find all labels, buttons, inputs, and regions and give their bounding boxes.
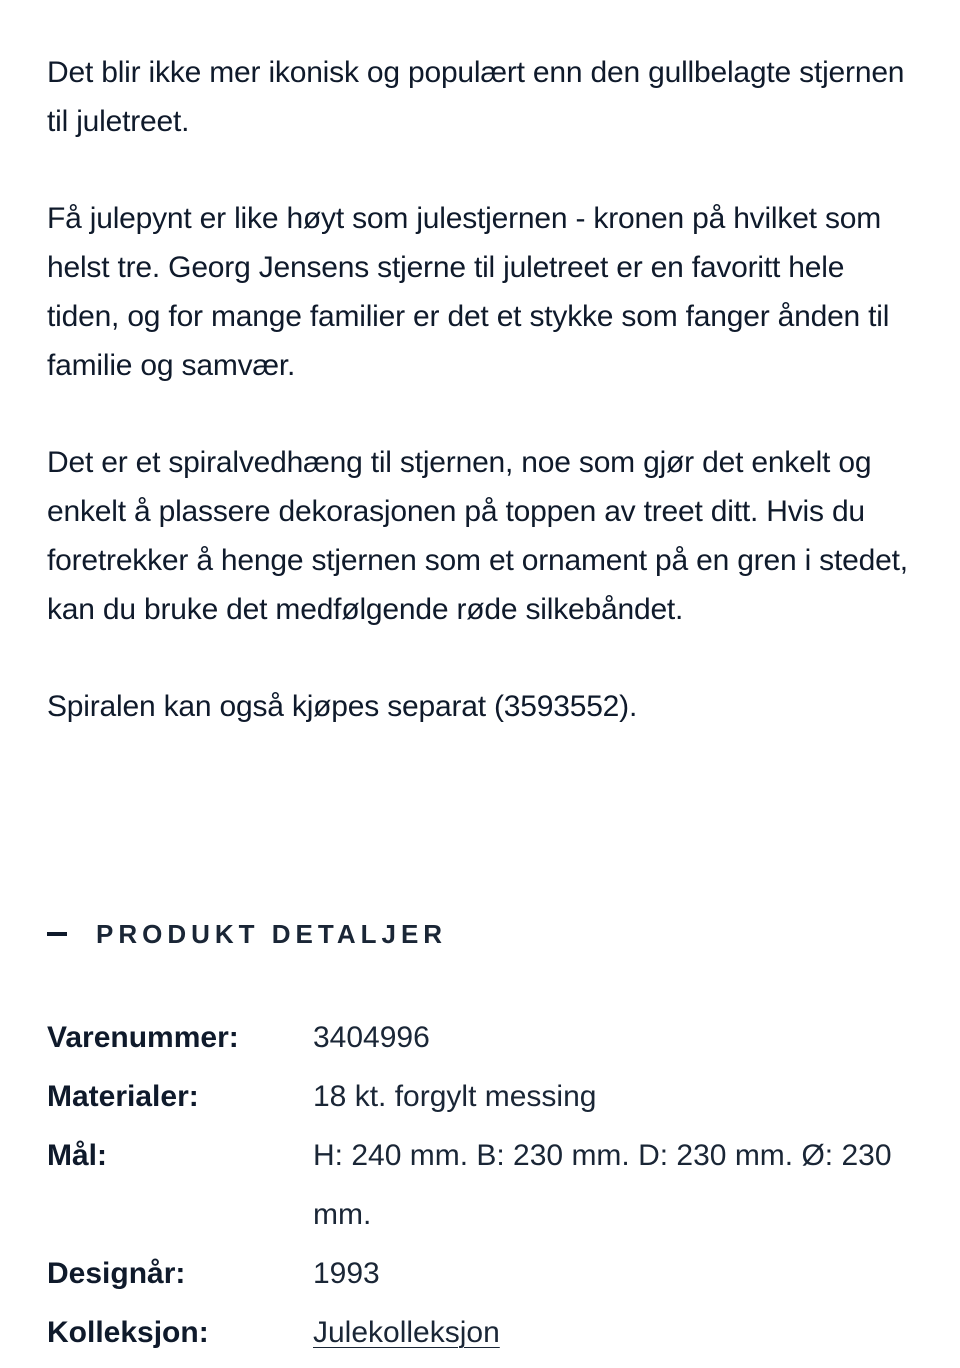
description-paragraph-2: Få julepynt er like høyt som julestjernen - kronen på hvilket som helst tre. Georg Jensens stjerne til juletreet er en favoritt hele tiden, og for mange familier er det et stykke som fanger ånden til familie og samvær. (47, 202, 890, 382)
collection-value (313, 1303, 917, 1362)
collection-link[interactable]: Julekolleksjon (313, 1316, 500, 1349)
product-description (47, 48, 917, 779)
item-number-label: Varenummer: (47, 1021, 239, 1054)
materials-value: 18 kt. forgylt messing (313, 1080, 597, 1113)
dimensions-value: H: 240 mm. B: 230 mm. D: 230 mm. Ø: 230 mm. (313, 1139, 892, 1231)
product-details-toggle[interactable] (47, 912, 447, 956)
details-row-collection (47, 1303, 917, 1362)
item-number-value: 3404996 (313, 1021, 430, 1054)
description-paragraph-1: Det blir ikke mer ikonisk og populært enn den gullbelagte stjernen til juletreet. (47, 56, 905, 138)
details-row-materials (47, 1067, 917, 1126)
materials-label: Materialer: (47, 1080, 199, 1113)
dimensions-label: Mål: (47, 1139, 107, 1172)
description-paragraph-4: Spiralen kan også kjøpes separat (3593552). (47, 690, 638, 723)
details-row-item-number (47, 1008, 917, 1067)
details-row-dimensions (47, 1126, 917, 1244)
description-paragraph-3: Det er et spiralvedhæng til stjernen, noe som gjør det enkelt og enkelt å plassere dekorasjonen på toppen av treet ditt. Hvis du foretrekker å henge stjernen som et ornament på en gren i stedet, kan du bruke det medfølgende røde silkebåndet. (47, 446, 908, 626)
product-details-title[interactable]: PRODUKT DETALJER (96, 918, 448, 949)
minus-icon[interactable] (47, 932, 67, 936)
design-year-label: Designår: (47, 1257, 186, 1290)
collection-label: Kolleksjon: (47, 1316, 209, 1349)
product-details-table (47, 1008, 917, 1362)
details-row-design-year (47, 1244, 917, 1303)
design-year-value: 1993 (313, 1257, 380, 1290)
